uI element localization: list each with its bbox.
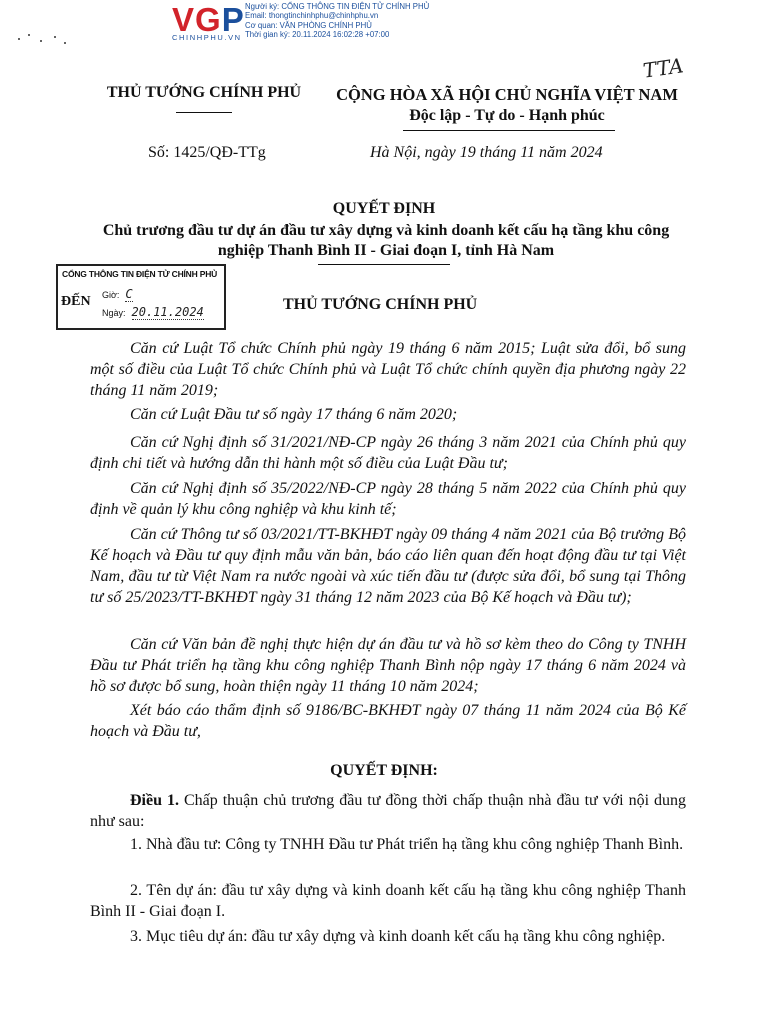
preamble-paragraph: Xét báo cáo thẩm định số 9186/BC-BKHĐT ngày 07 tháng 11 năm 2024 của Bộ Kế hoạch và Đầu tư, [90, 702, 686, 740]
signature-time: Thời gian ký: 20.11.2024 16:02:28 +07:00 [245, 30, 390, 40]
preamble-paragraph: Căn cứ Luật Đầu tư số ngày 17 tháng 6 năm 2020; [130, 406, 458, 423]
article-1-label: Điều 1. [130, 792, 179, 809]
stamp-header: CỔNG THÔNG TIN ĐIỆN TỬ CHÍNH PHỦ [62, 269, 218, 279]
stamp-time-row [102, 287, 133, 301]
document-title: QUYẾT ĐỊNH [332, 200, 436, 217]
stamp-date-label: Ngày: [102, 308, 126, 318]
article-item: 3. Mục tiêu dự án: đầu tư xây dựng và kinh doanh kết cấu hạ tầng khu công nghiệp. [130, 928, 666, 945]
preamble-paragraph: Căn cứ Thông tư số 03/2021/TT-BKHĐT ngày 09 tháng 4 năm 2021 của Bộ trưởng Bộ Kế hoạch và Đầu tư quy định mẫu văn bản, báo cáo liên quan đến hoạt động đầu tư tại Việt Nam, đầu tư từ Việt Nam ra nước ngoài và xúc tiến đầu tư (được sửa đổi, bổ sung tại Thông tư số 25/2023/TT-BKHĐT ngày 31 tháng 12 năm 2023 của Bộ Kế hoạch và Đầu tư); [90, 526, 686, 606]
signature-email: Email: thongtinchinhphu@chinhphu.vn [245, 11, 379, 21]
received-stamp [56, 264, 226, 330]
issuer-name: THỦ TƯỚNG CHÍNH PHỦ [106, 84, 302, 101]
vgp-logo: VGP [172, 1, 245, 38]
vgp-logo-subtitle: CHINHPHU.VN [172, 33, 242, 42]
preamble-paragraph: Căn cứ Nghị định số 35/2022/NĐ-CP ngày 28 tháng 5 năm 2022 của Chính phủ quy định về quản lý khu công nghiệp và khu kinh tế; [90, 480, 686, 518]
preamble-paragraph: Căn cứ Văn bản đề nghị thực hiện dự án đầu tư và hồ sơ kèm theo do Công ty TNHH Đầu tư Phát triển hạ tầng khu công nghiệp Thanh Bình nộp ngày 17 tháng 6 năm 2024 và hồ sơ được bổ sung, hoàn thiện ngày 11 tháng 10 năm 2024; [90, 636, 686, 695]
article-item: 1. Nhà đầu tư: Công ty TNHH Đầu tư Phát triển hạ tầng khu công nghiệp Thanh Bình. [130, 836, 684, 853]
preamble-paragraph: Căn cứ Luật Tổ chức Chính phủ ngày 19 tháng 6 năm 2015; Luật sửa đổi, bổ sung một số điều của Luật Tổ chức Chính phủ và Luật Tổ chức chính quyền địa phương ngày 22 tháng 11 năm 2019; [90, 340, 686, 399]
scan-specks [14, 28, 74, 58]
signature-agency: Cơ quan: VĂN PHÒNG CHÍNH PHỦ [245, 20, 372, 30]
national-header [326, 84, 688, 126]
motto-underline [403, 130, 615, 131]
title-underline [318, 264, 450, 265]
stamp-den: ĐẾN [61, 294, 91, 309]
article-1 [90, 790, 686, 832]
nation-name: CỘNG HÒA XÃ HỘI CHỦ NGHĨA VIỆT NAM [336, 85, 678, 104]
stamp-time-label: Giờ: [102, 290, 120, 300]
preamble-paragraph: Căn cứ Nghị định số 31/2021/NĐ-CP ngày 26 tháng 3 năm 2021 của Chính phủ quy định chi tiết và hướng dẫn thi hành một số điều của Luật Đầu tư; [90, 434, 686, 472]
article-item: 2. Tên dự án: đầu tư xây dựng và kinh doanh kết cấu hạ tầng khu công nghiệp Thanh Bình II - Giai đoạn I. [90, 882, 686, 920]
document-subtitle: Chủ trương đầu tư dự án đầu tư xây dựng và kinh doanh kết cấu hạ tầng khu công nghiệp Thanh Bình II - Giai đoạn I, tỉnh Hà Nam [102, 222, 670, 259]
authority-heading: THỦ TƯỚNG CHÍNH PHỦ [283, 296, 478, 313]
handwritten-mark: TTA [641, 53, 685, 83]
stamp-time-value: C [125, 287, 133, 301]
signature-signer: Người ký: CỔNG THÔNG TIN ĐIỆN TỬ CHÍNH PHỦ [245, 2, 430, 11]
national-motto: Độc lập - Tự do - Hạnh phúc [409, 107, 605, 124]
stamp-date-row [102, 305, 204, 319]
stamp-date-value: 20.11.2024 [131, 305, 204, 319]
article-1-text: Chấp thuận chủ trương đầu tư đồng thời chấp thuận nhà đầu tư với nội dung như sau: [90, 792, 686, 830]
issuer-underline [176, 112, 232, 113]
place-date: Hà Nội, ngày 19 tháng 11 năm 2024 [370, 144, 603, 161]
digital-signature [245, 2, 429, 40]
document-number: Số: 1425/QĐ-TTg [148, 144, 266, 161]
decision-heading: QUYẾT ĐỊNH: [330, 762, 438, 779]
